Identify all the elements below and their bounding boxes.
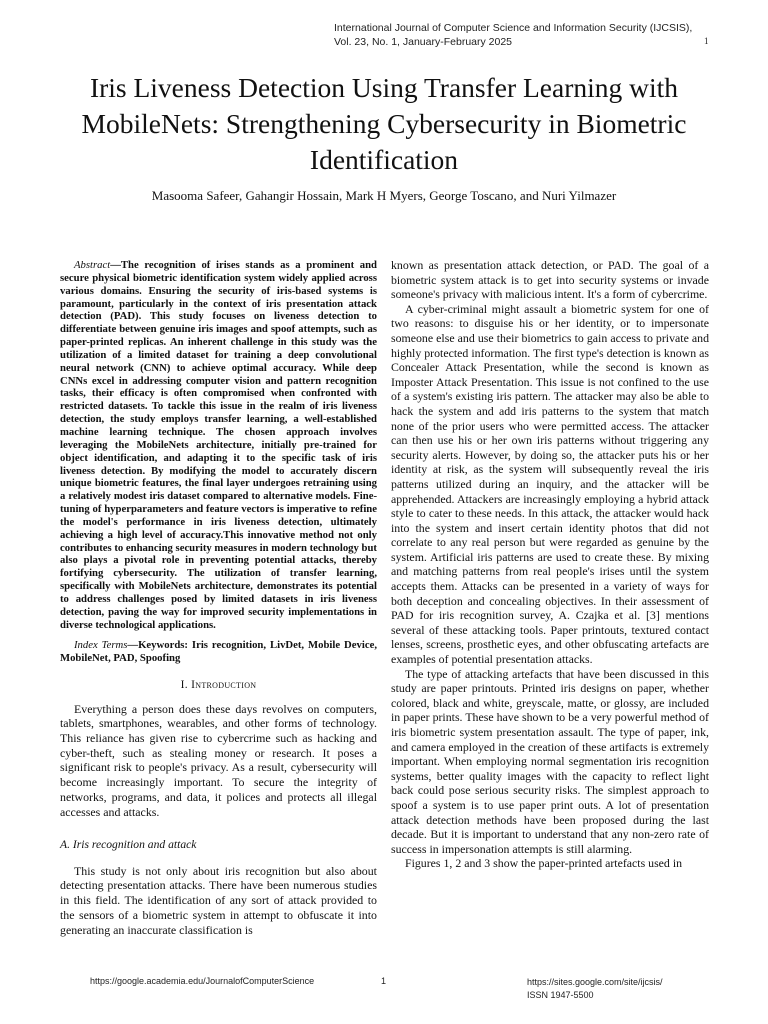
introduction-paragraph: Everything a person does these days revolves on computers, tablets, smartphones, wearables, and other forms of technology. This reliance has given rise to cybercrime such as hacking and cyber-theft, such as stealing money or research. It poses a significant risk to people's privacy. As a result, cybersecurity will become increasingly important. To secure the integrity of networks, programs, and data, it polices and protects all illegal accesses and attacks. bbox=[60, 701, 377, 819]
journal-header-line2: Vol. 23, No. 1, January-February 2025 bbox=[334, 36, 513, 48]
right-paragraph-3: The type of attacking artefacts that have been discussed in this study are paper printouts. Printed iris designs on paper, whether colored, black and white, greyscale, matte, or glossy, are included in paper prints. These have shown to be a very powerful method of iris biometric system presentation assault. The type of paper, ink, and camera employed in the creation of these artifacts is extremely important. When employing normal segmentation iris recognition systems, better quality images with the capacity to reflect light back could pose serious security risks. The simplest approach to spoof a system is to use paper print outs. A lot of presentation attack detection methods have been proposed during the last decade. But it is important to understand that any non-zero rate of success in impersonation attempts is still alarming. bbox=[391, 666, 709, 856]
right-paragraph-1: known as presentation attack detection, or PAD. The goal of a biometric system attack is to get into security systems or invade someone's privacy with malicious intent. It's a form of cybercrime. bbox=[391, 258, 709, 302]
footer-right bbox=[527, 976, 663, 1002]
left-column bbox=[60, 259, 377, 937]
index-terms bbox=[60, 639, 377, 665]
journal-header-line1: International Journal of Computer Science and Information Security (IJCSIS), bbox=[334, 22, 693, 34]
footer-page-number: 1 bbox=[381, 976, 387, 986]
journal-header bbox=[334, 21, 694, 49]
header-page-number: 1 bbox=[704, 36, 709, 46]
abstract bbox=[60, 259, 377, 631]
subsection-paragraph: This study is not only about iris recognition but also about detecting presentation attacks. There have been numerous studies in this field. The identification of any sort of attack provided to the sensors of a biometric system in attempt to obfuscate it into generating an inaccurate classification is bbox=[60, 863, 377, 937]
index-terms-lead: Index Terms bbox=[74, 639, 128, 652]
footer-right-url[interactable]: https://sites.google.com/site/ijcsis/ bbox=[527, 977, 663, 987]
subsection-heading-iris-recognition: A. Iris recognition and attack bbox=[60, 838, 197, 852]
footer-left-url[interactable]: https://google.academia.edu/JournalofComputerScience bbox=[90, 976, 315, 986]
right-column bbox=[391, 258, 709, 871]
right-paragraph-2: A cyber-criminal might assault a biometric system for one of two reasons: to disguise his or her identity, or to impersonate someone else and use their biometrics to gain access to private and highly protected information. The first type's detection is known as Concealer Attack Presentation, while the second is known as Imposter Attack Presentation. This issue is not confined to the use of a system's existing iris pattern. The attacker may also be able to hack the system and add iris patterns to the system that match none of the prior users who were permitted access. The attacker can then use his or her own iris patterns without triggering any security alerts. However, by doing so, the attacker puts his or her identity at risk, as the system will subsequently reveal the iris patterns utilized during an inquiry, and the attacker will be apprehended. Attackers are increasingly employing a hybrid attack style to cater to these needs. In this attack, the attacker would hack into the system and insert certain identity photos that did not correlate to any real person but were regarded as genuine by the system. Artificial iris patterns are used to create these. By mixing and matching patterns from real people's irises until the system accepts them. Attacks can be presented in a variety of ways for both deception and concealing objectives. In their assessment of PAD for iris recognition survey, A. Czajka et al. [3] mentions several of these attacking tools. Paper printouts, textured contact lenses, screens, prosthetic eyes, and other obfuscating artefacts are examples of potential presentation attacks. bbox=[391, 301, 709, 667]
author-list: Masooma Safeer, Gahangir Hossain, Mark H Myers, George Toscano, and Nuri Yilmazer bbox=[151, 188, 617, 203]
section-title: Introduction bbox=[191, 679, 257, 692]
footer-issn: ISSN 1947-5500 bbox=[527, 990, 594, 1000]
abstract-lead: Abstract bbox=[74, 259, 111, 271]
right-paragraph-4: Figures 1, 2 and 3 show the paper-printed artefacts used in bbox=[405, 856, 683, 871]
abstract-text: —The recognition of irises stands as a prominent and secure physical biometric identification system widely applied across various domains. Ensuring the security of iris-based systems is paramount, particularly in the context of iris presentation attack detection (PAD). This study focuses on liveness detection to differentiate between genuine iris images and spoof attempts, such as paper-printed replicas. An inherent challenge in this study was the utilization of a limited dataset for training a deep convolutional neural network (CNN) to achieve optimal accuracy. While deep CNNs excel in addressing computer vision and pattern recognition tasks, their efficacy is often compromised when confronted with restricted datasets. To tackle this issue in the realm of iris liveness detection, the study employs transfer learning, a well-established machine learning technique. The chosen approach involves leveraging the MobileNets architecture, initially pre-trained for object identification, and adapting it to the specific task of iris liveness detection. By modifying the model to accurately discern unique biometric features, the final layer undergoes retraining using a relatively modest iris dataset compared to alternative models. Fine-tuning of hyperparameters and feature vectors is imperative to refine the model's performance in iris liveness detection, ultimately achieving a high level of accuracy.This innovative method not only contributes to enhancing security measures in modern technology but also plays a pivotal role in preventing potential attacks, thereby fortifying cybersecurity. The utilization of transfer learning, specifically with MobileNets architecture, demonstrates its potential to address challenges posed by limited datasets in iris liveness detection, paving the way for improved security implementations in diverse technological applications. bbox=[60, 259, 377, 631]
paper-title: Iris Liveness Detection Using Transfer Learning with MobileNets: Strengthening Cybersecurity in Biometric Identification bbox=[81, 72, 687, 175]
section-number: I. bbox=[180, 679, 192, 692]
index-terms-text: —Keywords: Iris recognition, LivDet, Mobile Device, MobileNet, PAD, Spoofing bbox=[60, 639, 377, 665]
section-heading-introduction bbox=[60, 678, 377, 692]
